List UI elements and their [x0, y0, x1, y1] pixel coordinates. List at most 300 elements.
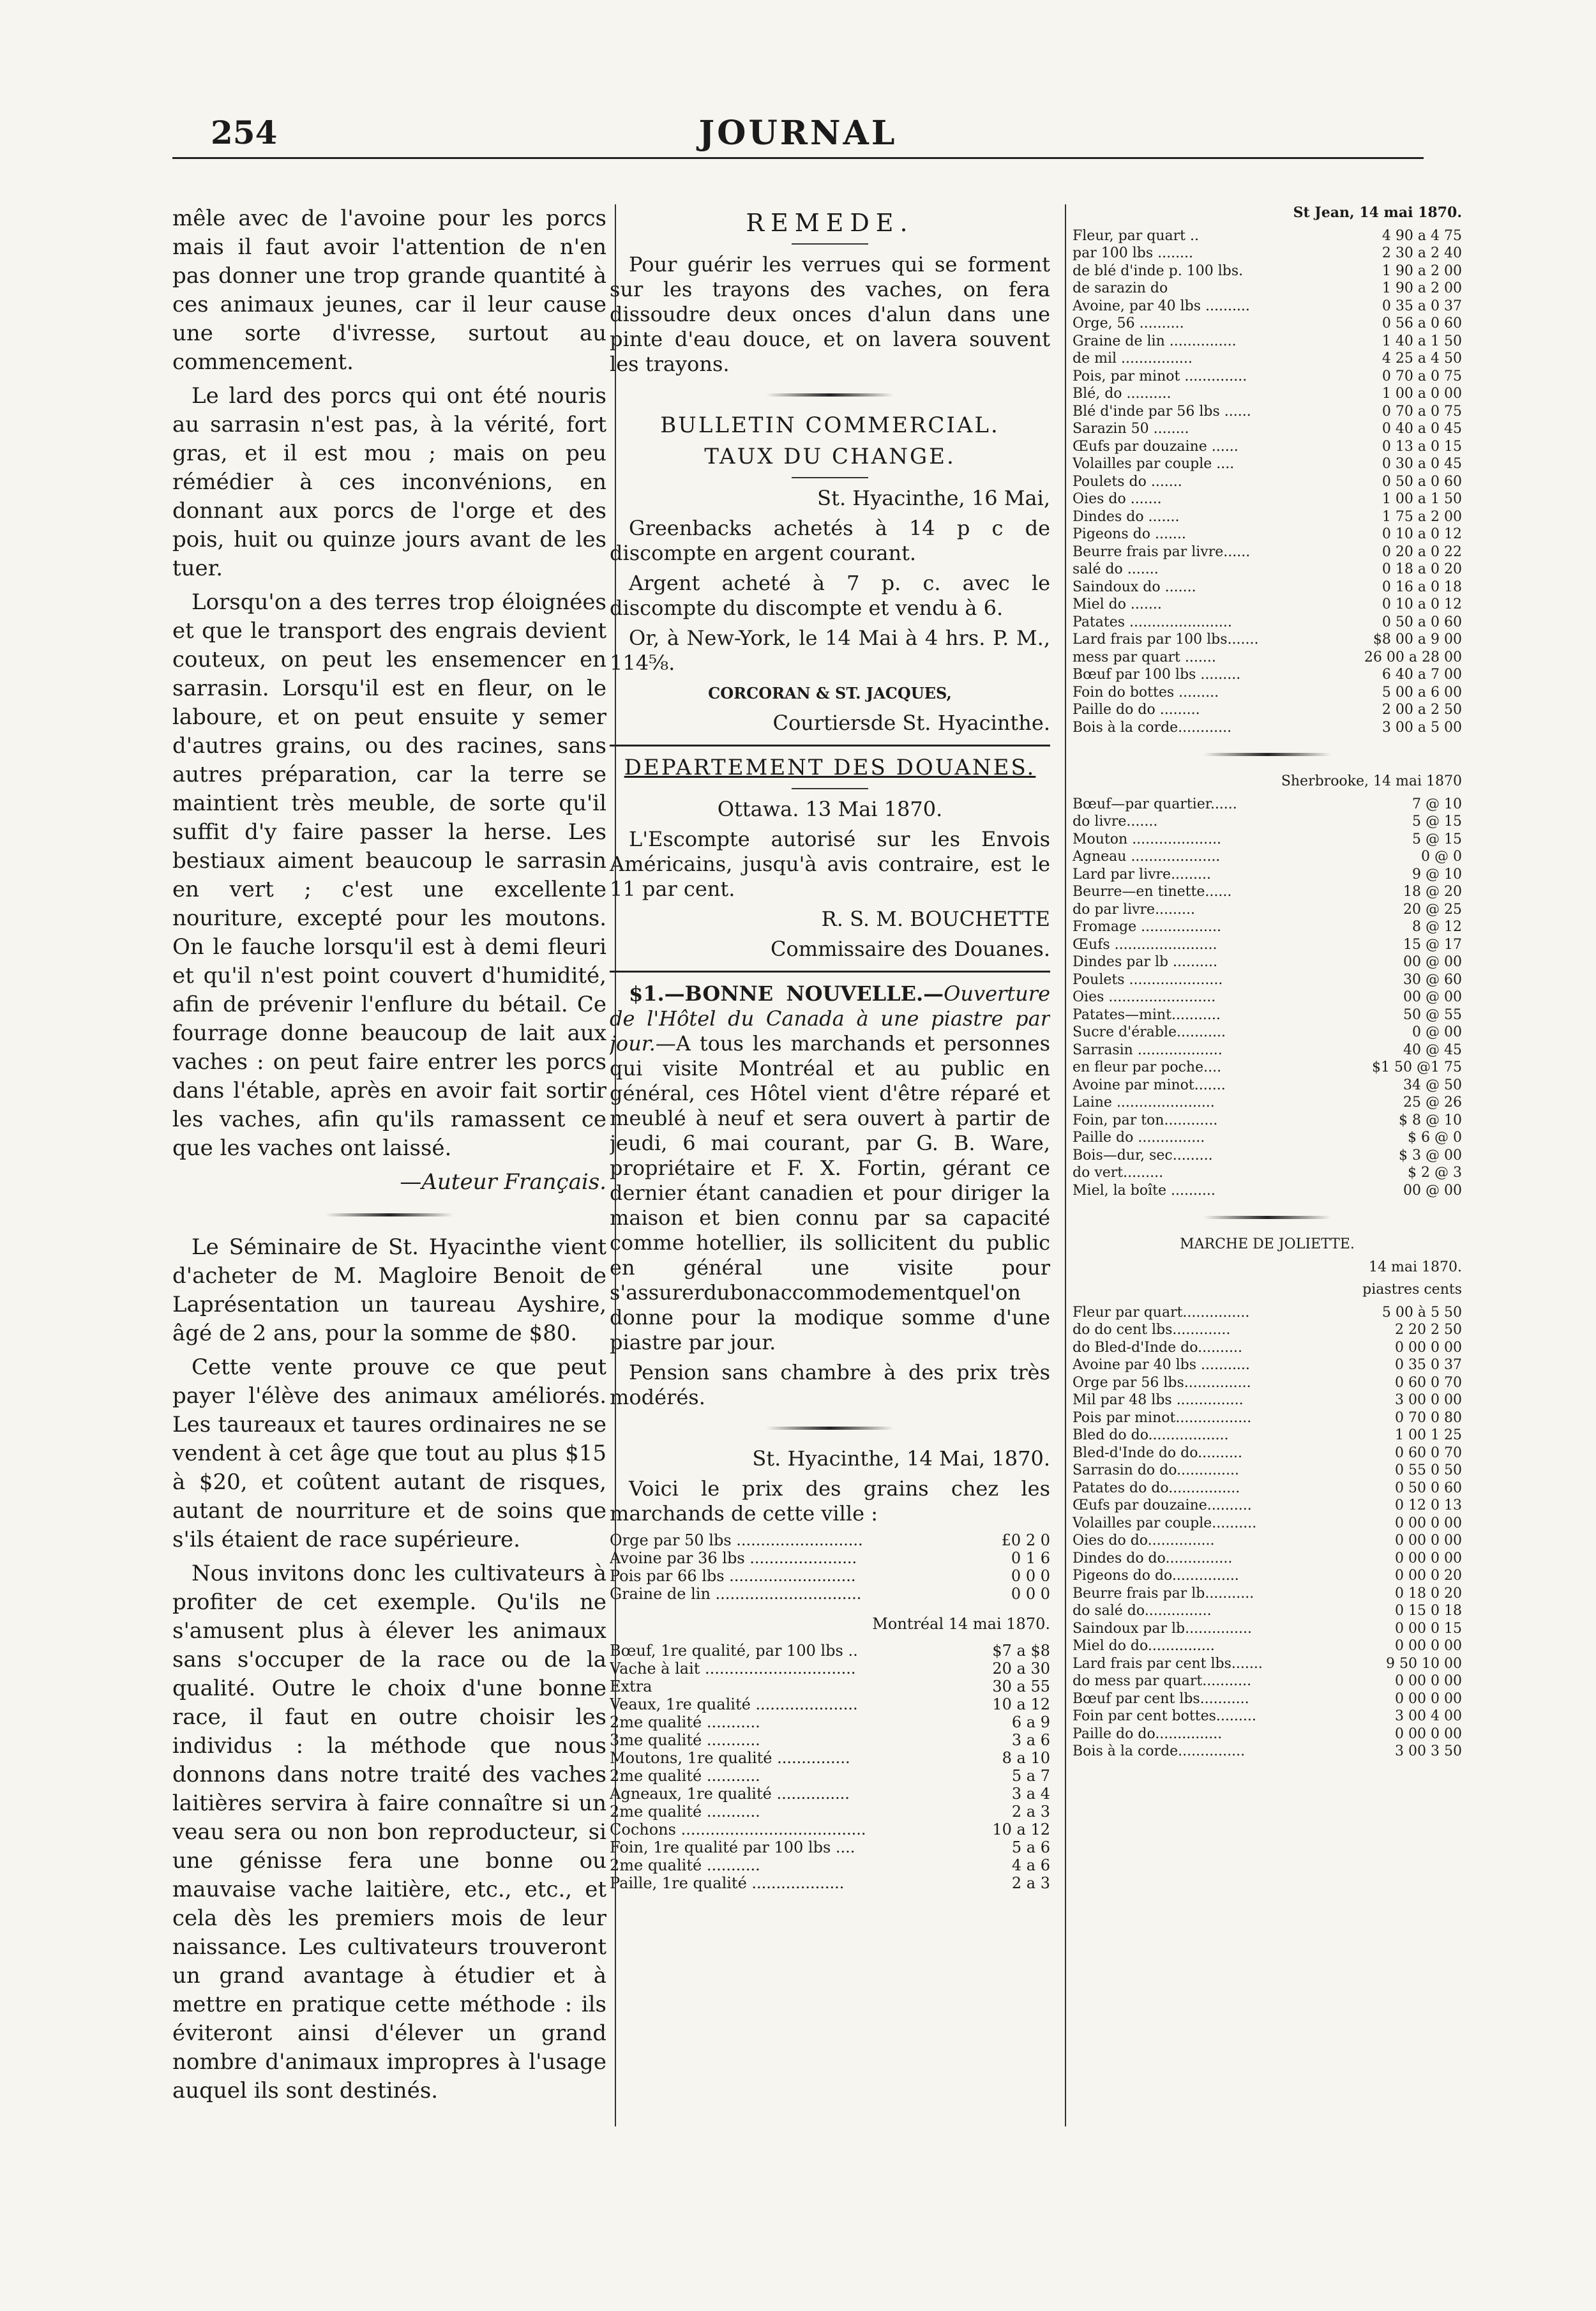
page-title: JOURNAL	[698, 114, 898, 153]
price-item: Miel, la boîte ..........	[1073, 1182, 1216, 1199]
price-item: Fleur par quart...............	[1073, 1304, 1250, 1321]
price-item: Œufs .......................	[1073, 936, 1217, 953]
price-item: Œufs par douzaine ......	[1073, 438, 1238, 455]
bulletin-firm-title: Courtiersde St. Hyacinthe.	[772, 711, 1050, 735]
price-row	[1073, 831, 1462, 849]
price-row	[1073, 1147, 1462, 1165]
price-item: Cochons ......................................	[610, 1821, 866, 1838]
article-paragraph: Le Séminaire de St. Hyacinthe vient d'acheter de M. Magloire Benoit de Laprésentation un taureau Ayshire, âgé de 2 ans, pour la somme de $80.	[172, 1234, 606, 1346]
price-row	[1073, 813, 1462, 831]
bulletin-heading: BULLETIN COMMERCIAL.	[660, 413, 1000, 438]
price-value: 0 00 0 00	[1395, 1515, 1462, 1531]
price-item: Beurre frais par livre......	[1073, 543, 1251, 560]
price-value: 2 20 2 50	[1395, 1322, 1462, 1338]
price-item: Oies do .......	[1073, 491, 1162, 507]
joliette-table	[1073, 1304, 1462, 1761]
price-value: 40 @ 45	[1403, 1042, 1462, 1058]
column-divider	[1065, 204, 1066, 2126]
price-item: Mil par 48 lbs ...............	[1073, 1392, 1244, 1408]
price-value: 0 @ 00	[1412, 1024, 1462, 1040]
price-row	[1073, 543, 1462, 561]
price-row	[1073, 1655, 1462, 1673]
price-item: Bœuf—par quartier......	[1073, 796, 1237, 812]
price-item: Bled-d'Inde do do..........	[1073, 1444, 1243, 1461]
bulletin-text: Greenbacks achetés à 14 p c de discompte en argent courant.	[610, 516, 1050, 565]
price-item: Avoine par 40 lbs ...........	[1073, 1357, 1250, 1373]
price-row	[610, 1856, 1050, 1874]
price-item: Patates—mint...........	[1073, 1006, 1221, 1023]
article-paragraph: Le lard des porcs qui ont été nouris au sarrasin n'est pas, à la vérité, fort gras, et il est mou ; mais on peu rémédier à ces inconvénions, en donnant aux porcs de l'orge et des pois, huit ou quinze jours avant de les tuer.	[172, 383, 606, 581]
price-item: Extra	[610, 1678, 652, 1695]
section-divider	[1203, 1216, 1331, 1219]
price-value: 0 60 0 70	[1395, 1444, 1462, 1461]
price-row	[1073, 1444, 1462, 1462]
price-row	[610, 1567, 1050, 1585]
price-item: Moutons, 1re qualité ...............	[610, 1749, 850, 1767]
price-row	[1073, 1304, 1462, 1322]
price-item: Pois par minot.................	[1073, 1409, 1252, 1426]
price-value: 1 90 a 2 00	[1381, 262, 1462, 279]
price-value: 2 30 a 2 40	[1381, 245, 1462, 261]
price-value: 0 18 0 20	[1395, 1585, 1462, 1602]
price-item: Saindoux do .......	[1073, 579, 1196, 595]
price-row	[1073, 1427, 1462, 1444]
price-value: 0 20 a 0 22	[1381, 543, 1462, 560]
price-value: 5 00 à 5 50	[1381, 1304, 1462, 1321]
price-row	[610, 1821, 1050, 1838]
price-value: 0 40 a 0 45	[1381, 421, 1462, 437]
price-value: 3 a 4	[1011, 1785, 1050, 1803]
price-item: salé do .......	[1073, 561, 1159, 577]
sherbrooke-table	[1073, 796, 1462, 1200]
douanes-dateline: Ottawa. 13 Mai 1870.	[717, 797, 943, 821]
page-header	[172, 109, 1424, 160]
price-item: Orge par 50 lbs ..........................	[610, 1531, 863, 1549]
price-value: 0 13 a 0 15	[1381, 438, 1462, 455]
price-row	[1073, 526, 1462, 543]
price-item: Avoine par 36 lbs ......................	[610, 1549, 857, 1567]
price-item: Fleur, par quart ..	[1073, 227, 1199, 244]
price-value: 0 70 a 0 75	[1381, 368, 1462, 384]
price-item: do par livre.........	[1073, 901, 1196, 918]
douanes-text: L'Escompte autorisé sur les Envois Américains, jusqu'à avis contraire, est le 11 par cent.	[610, 827, 1050, 901]
price-item: Dindes do .......	[1073, 508, 1180, 525]
article-paragraph: mêle avec de l'avoine pour les porcs mais il faut avoir l'attention de n'en pas donner une trop grande quantité à ces animaux jeunes, car il leur cause une sorte d'ivresse, surtout au commencement.	[172, 206, 606, 375]
price-item: Oies do do...............	[1073, 1533, 1215, 1549]
price-item: Volailles par couple ....	[1073, 456, 1235, 472]
price-value: 15 @ 17	[1403, 936, 1462, 953]
price-item: 2me qualité ...........	[610, 1713, 760, 1731]
price-item: Bœuf, 1re qualité, par 100 lbs ..	[610, 1642, 858, 1660]
price-item: Laine ......................	[1073, 1095, 1215, 1110]
price-value: $ 6 @ 0	[1408, 1130, 1462, 1146]
heading-rule	[792, 243, 868, 245]
price-item: Dindes do do...............	[1073, 1550, 1233, 1566]
price-row	[1073, 298, 1462, 315]
hotel-lead-italic: Ouverture de l'Hôtel du Canada à une piastre par jour.	[610, 981, 1050, 1056]
price-row	[610, 1678, 1050, 1695]
price-row	[1073, 796, 1462, 814]
price-value: 0 @ 0	[1421, 849, 1462, 865]
price-item: Pigeons do do...............	[1073, 1568, 1239, 1584]
price-row	[610, 1874, 1050, 1892]
price-row	[1073, 368, 1462, 386]
price-item: Foin, par ton............	[1073, 1112, 1218, 1128]
price-row	[610, 1531, 1050, 1549]
price-value: 0 70 a 0 75	[1381, 403, 1462, 420]
price-row	[1073, 403, 1462, 421]
price-row	[1073, 1462, 1462, 1480]
price-item: Bled do do..................	[1073, 1427, 1229, 1443]
st-hyacinthe-table	[610, 1531, 1050, 1603]
price-item: Graine de lin ...............	[1073, 333, 1237, 349]
price-item: do do cent lbs.............	[1073, 1322, 1231, 1338]
price-value: 3 00 4 00	[1395, 1708, 1462, 1724]
price-row	[1073, 719, 1462, 737]
price-value: £0 2 0	[1001, 1531, 1050, 1549]
hotel-lead: $1.—BONNE NOUVELLE.—	[629, 981, 944, 1006]
article-paragraph: Lorsqu'on a des terres trop éloignées et que le transport des engrais devient couteux, on peut les ensemencer en sarrasin. Lorsqu'il est en fleur, on le laboure, et on peut ensuite y semer d'autres grains, ou des racines, sans autres préparation, car la terre se maintient très meuble, de sorte qu'il suffit d'y faire passer la herse. Les bestiaux aiment beaucoup le sarrasin en vert ; c'est une excellente nouriture, excepté pour les moutons. On le fauche lorsqu'il est à demi fleuri et qu'il n'est point couvert d'humidité, afin de prévenir l'enflure du bétail. Ce fourrage donne beaucoup de lait aux vaches : on peut faire entrer les porcs dans l'étable, après en avoir fait sortir les vaches, afin qu'ils ramassent ce que les vaches ont laissé.	[172, 589, 606, 1161]
price-value: 30 a 55	[992, 1678, 1050, 1695]
price-item: Orge, 56 ..........	[1073, 315, 1184, 331]
price-row	[1073, 1409, 1462, 1427]
price-row	[1073, 614, 1462, 632]
price-value: 10 a 12	[992, 1821, 1050, 1838]
price-item: Lard frais par 100 lbs.......	[1073, 632, 1259, 648]
price-value: 30 @ 60	[1403, 971, 1462, 988]
price-value: 0 35 a 0 37	[1381, 298, 1462, 314]
heading-rule	[792, 477, 868, 478]
price-value: 8 a 10	[1002, 1749, 1050, 1767]
price-item: Pois, par minot ..............	[1073, 368, 1247, 384]
price-item: Poulets .....................	[1073, 971, 1223, 988]
price-row	[610, 1785, 1050, 1803]
st-hyacinthe-intro: Voici le prix des grains chez les marchands de cette ville :	[610, 1476, 1050, 1526]
price-item: Pois par 66 lbs ..........................	[610, 1567, 856, 1585]
price-item: do vert.........	[1073, 1165, 1164, 1181]
st-jean-table	[1073, 227, 1462, 737]
price-row	[610, 1642, 1050, 1660]
price-item: Bois à la corde...............	[1073, 1743, 1246, 1759]
price-value: 5 a 7	[1011, 1767, 1050, 1785]
price-value: 18 @ 20	[1403, 884, 1462, 900]
price-row	[1073, 438, 1462, 456]
price-value: $ 3 @ 00	[1399, 1147, 1462, 1163]
price-value: 0 0 0	[1011, 1585, 1050, 1603]
price-item: Patates do do................	[1073, 1480, 1240, 1496]
price-row	[1073, 579, 1462, 596]
price-value: 1 00 a 0 00	[1381, 386, 1462, 402]
douanes-heading: DEPARTEMENT DES DOUANES.	[624, 755, 1036, 780]
price-row	[610, 1838, 1050, 1856]
price-item: Bois—dur, sec.........	[1073, 1147, 1213, 1163]
price-row	[610, 1549, 1050, 1567]
price-row	[1073, 936, 1462, 954]
price-row	[1073, 989, 1462, 1006]
price-value: 1 40 a 1 50	[1381, 333, 1462, 349]
price-row	[1073, 1077, 1462, 1095]
price-value: 4 a 6	[1011, 1856, 1050, 1874]
price-item: do livre.......	[1073, 814, 1158, 830]
douanes-signatory-title: Commissaire des Douanes.	[771, 937, 1050, 961]
price-value: 26 00 a 28 00	[1364, 649, 1462, 665]
price-row	[1073, 1059, 1462, 1077]
price-item: Oies ........................	[1073, 989, 1216, 1005]
price-value: 0 18 a 0 20	[1381, 561, 1462, 577]
price-item: Sarrasin ...................	[1073, 1042, 1223, 1058]
price-row	[1073, 866, 1462, 884]
price-row	[610, 1713, 1050, 1731]
price-value: $7 a $8	[992, 1642, 1050, 1660]
price-row	[1073, 1550, 1462, 1568]
price-value: 4 25 a 4 50	[1381, 351, 1462, 367]
price-item: Dindes par lb ..........	[1073, 954, 1217, 970]
price-row	[1073, 1006, 1462, 1024]
price-item: de mil ................	[1073, 351, 1193, 367]
price-item: Foin par cent bottes.........	[1073, 1708, 1256, 1724]
price-row	[1073, 350, 1462, 368]
bulletin-subheading: TAUX DU CHANGE.	[704, 444, 956, 469]
price-row	[610, 1749, 1050, 1767]
price-item: Mouton ....................	[1073, 831, 1222, 847]
price-item: Blé, do ..........	[1073, 386, 1171, 402]
price-row	[1073, 561, 1462, 579]
price-row	[1073, 848, 1462, 866]
section-divider	[610, 745, 1050, 746]
price-item: Pigeons do .......	[1073, 526, 1186, 542]
price-row	[1073, 971, 1462, 989]
price-row	[610, 1731, 1050, 1749]
price-value: 6 40 a 7 00	[1381, 667, 1462, 683]
price-item: par 100 lbs ........	[1073, 245, 1194, 261]
price-item: Paille, 1re qualité ...................	[610, 1874, 845, 1892]
price-value: 3 a 6	[1011, 1731, 1050, 1749]
joliette-dateline: 14 mai 1870.	[1369, 1259, 1462, 1275]
price-value: 0 16 a 0 18	[1381, 579, 1462, 595]
price-value: 20 @ 25	[1403, 901, 1462, 918]
section-divider	[1203, 753, 1331, 756]
price-row	[1073, 385, 1462, 403]
price-item: Miel do do...............	[1073, 1638, 1215, 1654]
price-value: 50 @ 55	[1403, 1006, 1462, 1023]
price-value: 0 15 0 18	[1395, 1603, 1462, 1619]
price-value: 6 a 9	[1011, 1713, 1050, 1731]
price-row	[1073, 1708, 1462, 1725]
douanes-signatory: R. S. M. BOUCHETTE	[821, 907, 1050, 931]
price-row	[610, 1695, 1050, 1713]
price-value: 00 @ 00	[1403, 989, 1462, 1005]
price-item: Patates .......................	[1073, 614, 1232, 630]
price-value: 2 00 a 2 50	[1381, 702, 1462, 718]
price-value: 0 50 a 0 60	[1381, 614, 1462, 630]
hotel-text: —A tous les marchands et personnes qui visite Montréal et au public en général, ces Hôtel vient d'être réparé et meublé à neuf et sera ouvert à partir de jeudi, 6 mai courant, par G. B. Ware, propriétaire et F. X. Fortin, gérant ce dernier étant canadien et pour diriger la maison et bien connu par sa capacité comme hotellier, ils sollicitent du public en général une visite pour s'assurerdubonaccommodementquel'on donne pour la modique somme d'une piastre par jour.	[610, 1031, 1050, 1354]
price-row	[1073, 1743, 1462, 1761]
price-value: 8 @ 12	[1412, 919, 1462, 935]
price-row	[1073, 227, 1462, 245]
price-value: 0 56 a 0 60	[1381, 315, 1462, 331]
price-row	[1073, 666, 1462, 684]
price-value: 0 30 a 0 45	[1381, 456, 1462, 472]
price-row	[1073, 333, 1462, 351]
article-paragraph: Cette vente prouve ce que peut payer l'élève des animaux améliorés. Les taureaux et taures ordinaires ne se vendent à cet âge que tout au plus $15 à $20, et coûtent autant de risques, autant de nourriture et de soins que s'ils étaient de race supérieure.	[172, 1354, 606, 1552]
section-divider	[766, 1427, 894, 1430]
price-row	[1073, 473, 1462, 491]
price-value: 3 00 a 5 00	[1381, 719, 1462, 736]
price-row	[1073, 1164, 1462, 1182]
price-row	[1073, 1602, 1462, 1620]
price-item: Agneaux, 1re qualité ...............	[610, 1785, 850, 1803]
price-row	[1073, 1094, 1462, 1112]
price-value: $8 00 a 9 00	[1373, 632, 1462, 648]
price-item: Bœuf par cent lbs...........	[1073, 1690, 1249, 1707]
price-row	[610, 1585, 1050, 1603]
price-value: 0 00 0 00	[1395, 1533, 1462, 1549]
price-row	[1073, 1339, 1462, 1357]
price-row	[1073, 1637, 1462, 1655]
price-row	[1073, 596, 1462, 614]
montreal-dateline: Montréal 14 mai 1870.	[872, 1615, 1050, 1633]
price-value: $1 50 @1 75	[1372, 1059, 1462, 1075]
price-item: Volailles par couple..........	[1073, 1515, 1257, 1531]
price-row	[1073, 508, 1462, 526]
price-item: Bois à la corde............	[1073, 719, 1232, 736]
price-row	[1073, 1391, 1462, 1409]
price-row	[610, 1660, 1050, 1678]
price-row	[1073, 883, 1462, 901]
price-row	[1073, 1182, 1462, 1200]
price-item: Avoine par minot.......	[1073, 1077, 1226, 1093]
price-row	[1073, 1321, 1462, 1339]
price-row	[1073, 1690, 1462, 1708]
bulletin-text: Argent acheté à 7 p. c. avec le discompte du discompte et vendu à 6.	[610, 571, 1050, 620]
price-value: 0 1 6	[1011, 1549, 1050, 1567]
price-item: mess par quart .......	[1073, 649, 1216, 665]
price-item: Vache à lait ...............................	[610, 1660, 856, 1678]
price-row	[1073, 1672, 1462, 1690]
st-jean-dateline: St Jean, 14 mai 1870.	[1293, 204, 1462, 221]
price-row	[1073, 455, 1462, 473]
price-value: 00 @ 00	[1403, 1182, 1462, 1199]
price-row	[1073, 901, 1462, 919]
price-value: 0 00 0 15	[1395, 1620, 1462, 1637]
price-item: Sarazin 50 ........	[1073, 421, 1189, 437]
price-item: do salé do...............	[1073, 1603, 1212, 1619]
section-divider	[326, 1213, 453, 1216]
price-item: Graine de lin ..............................	[610, 1585, 862, 1603]
price-item: de sarazin do	[1073, 280, 1168, 296]
price-item: do Bled-d'Inde do..........	[1073, 1339, 1243, 1356]
price-value: 0 00 0 00	[1395, 1638, 1462, 1654]
column-left	[172, 204, 606, 2126]
price-row	[1073, 262, 1462, 280]
price-value: 00 @ 00	[1403, 954, 1462, 970]
price-value: 5 00 a 6 00	[1381, 684, 1462, 701]
bulletin-firm: CORCORAN & ST. JACQUES,	[708, 684, 952, 702]
page-number: 254	[211, 114, 278, 151]
price-row	[1073, 1112, 1462, 1130]
price-item: Fromage ..................	[1073, 919, 1221, 935]
price-row	[1073, 420, 1462, 438]
price-item: 2me qualité ...........	[610, 1803, 760, 1821]
price-item: 3me qualité ...........	[610, 1731, 760, 1749]
price-item: Paille do ...............	[1073, 1130, 1205, 1146]
price-value: 25 @ 26	[1403, 1095, 1462, 1110]
price-row	[1073, 1725, 1462, 1743]
price-value: 7 @ 10	[1412, 796, 1462, 812]
price-item: Beurre frais par lb...........	[1073, 1585, 1254, 1602]
price-value: 2 a 3	[1011, 1874, 1050, 1892]
price-value: 0 10 a 0 12	[1381, 596, 1462, 612]
price-value: 0 00 0 00	[1395, 1550, 1462, 1566]
price-value: 3 00 0 00	[1395, 1392, 1462, 1408]
price-item: Lard frais par cent lbs.......	[1073, 1655, 1263, 1672]
price-row	[1073, 490, 1462, 508]
price-row	[1073, 1024, 1462, 1042]
price-value: 5 @ 15	[1412, 831, 1462, 847]
price-value: 0 60 0 70	[1395, 1374, 1462, 1391]
joliette-heading: MARCHE DE JOLIETTE.	[1180, 1236, 1355, 1252]
column-middle	[610, 204, 1050, 2126]
price-item: Veaux, 1re qualité .....................	[610, 1695, 858, 1713]
price-item: Saindoux par lb...............	[1073, 1620, 1253, 1637]
price-row	[1073, 1129, 1462, 1147]
price-item: en fleur par poche....	[1073, 1059, 1222, 1075]
price-value: 34 @ 50	[1403, 1077, 1462, 1093]
price-value: 5 @ 15	[1412, 814, 1462, 830]
st-hyacinthe-dateline: St. Hyacinthe, 14 Mai, 1870.	[752, 1446, 1050, 1471]
montreal-table	[610, 1642, 1050, 1892]
price-value: 1 00 a 1 50	[1381, 491, 1462, 507]
price-item: Sarrasin do do..............	[1073, 1462, 1239, 1478]
price-value: $ 2 @ 3	[1408, 1165, 1462, 1181]
price-value: 1 00 1 25	[1395, 1427, 1462, 1443]
hotel-text2: Pension sans chambre à des prix très modérés.	[610, 1360, 1050, 1409]
bulletin-text: Or, à New-York, le 14 Mai à 4 hrs. P. M., 114⅝.	[610, 626, 1050, 675]
price-row	[610, 1803, 1050, 1821]
price-value: 0 70 0 80	[1395, 1409, 1462, 1426]
price-item: de blé d'inde p. 100 lbs.	[1073, 262, 1244, 279]
price-value: 0 35 0 37	[1395, 1357, 1462, 1373]
price-row	[1073, 245, 1462, 262]
price-value: 2 a 3	[1011, 1803, 1050, 1821]
price-row	[1073, 649, 1462, 667]
article-signature: —Auteur Français.	[400, 1169, 606, 1195]
section-divider	[766, 393, 894, 397]
price-item: Bœuf par 100 lbs .........	[1073, 667, 1241, 683]
price-value: 0 55 0 50	[1395, 1462, 1462, 1478]
price-row	[1073, 1515, 1462, 1533]
price-value: 0 50 a 0 60	[1381, 473, 1462, 490]
price-item: 2me qualité ...........	[610, 1767, 760, 1785]
price-value: 9 50 10 00	[1386, 1655, 1462, 1672]
price-value: 0 0 0	[1011, 1567, 1050, 1585]
price-value: 0 00 0 20	[1395, 1568, 1462, 1584]
price-row	[1073, 1356, 1462, 1374]
price-value: 4 90 a 4 75	[1381, 227, 1462, 244]
price-item: Foin, 1re qualité par 100 lbs ....	[610, 1838, 855, 1856]
price-row	[1073, 918, 1462, 936]
price-row	[1073, 701, 1462, 719]
price-row	[1073, 1042, 1462, 1059]
price-row	[1073, 315, 1462, 333]
price-value: 3 00 3 50	[1395, 1743, 1462, 1759]
price-item: Avoine, par 40 lbs ..........	[1073, 298, 1250, 314]
price-row	[1073, 1374, 1462, 1392]
price-value: $ 8 @ 10	[1399, 1112, 1462, 1128]
price-item: Orge par 56 lbs...............	[1073, 1374, 1251, 1391]
remede-heading: REMEDE.	[746, 209, 914, 237]
price-value: 5 a 6	[1011, 1838, 1050, 1856]
